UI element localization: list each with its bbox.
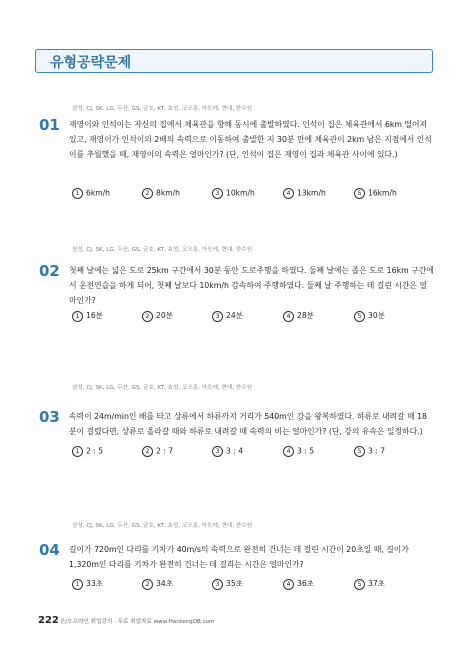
question-2-number: 02 [39, 262, 60, 280]
choice-circle-icon: 1 [72, 311, 83, 322]
question-1-number: 01 [39, 116, 60, 134]
choice-circle-icon: 2 [142, 188, 153, 199]
choice-circle-icon: 5 [354, 446, 365, 457]
question-3-number: 03 [39, 408, 60, 426]
question-2-tags: 삼성, CJ, SK, LG, 두산, GS, 금호, KT, 효성, 코오롱, 아모레, 현대, 한수원 [72, 247, 253, 253]
choice-circle-icon: 1 [72, 188, 83, 199]
page-title: 유형공략문제 [50, 55, 132, 71]
choice-circle-icon: 3 [212, 311, 223, 322]
choice-circle-icon: 1 [72, 446, 83, 457]
question-1-choice-4[interactable]: 4 13km/h [283, 188, 326, 199]
question-1-tags: 삼성, CJ, SK, LG, 두산, GS, 금호, KT, 효성, 코오롱, 아모레, 현대, 한수원 [72, 106, 253, 112]
question-2-choice-1[interactable]: 1 16분 [72, 310, 103, 322]
question-1-choice-3[interactable]: 3 10km/h [212, 188, 255, 199]
question-3-choice-2[interactable]: 2 2 : 7 [142, 446, 173, 457]
question-4-text: 길이가 720m인 다리를 기차가 40m/s의 속력으로 완전히 건너는 데 걸린 시간이 20초일 때, 길이가 1,320m인 다리를 기차가 완전히 건너는 데 걸리는 시간은 얼마인가? [69, 545, 409, 569]
choice-circle-icon: 4 [283, 311, 294, 322]
question-2-text: 첫째 날에는 넓은 도로 25km 구간에서 30분 동안 도로주행을 하였다. 둘째 날에는 좁은 도로 16km 구간에서 운전연습을 하게 되어, 첫째 날보다 10km/h 감속하여 주행하였다. 둘째 날 주행하는 데 걸린 시간은 얼마인가? [69, 266, 434, 305]
choice-circle-icon: 2 [142, 311, 153, 322]
question-4-choice-1[interactable]: 1 33초 [72, 578, 103, 590]
choice-circle-icon: 2 [142, 579, 153, 590]
question-3-text: 속력이 24m/min인 배를 타고 상류에서 하류까지 거리가 540m인 강을 왕복하였다. 하류로 내려갈 때 18분이 걸렸다면, 상류로 올라갈 때와 하류로 내려갈 때 속력의 비는 얼마인가? (단, 강의 유속은 일정하다.) [69, 412, 428, 436]
question-1-text: 재영이와 인석이는 자신의 집에서 체육관을 향해 동시에 출발하였다. 인석이 집은 체육관에서 6km 떨어져 있고, 재영이가 인석이의 2배의 속력으로 이동하여 출발한 지 30분 만에 체육관이 2km 남은 지점에서 인석이를 추월했을 때, 재영이의 속력은 얼마인가? (단, 인석이 집은 재영이 집과 체육관 사이에 있다.) [69, 120, 432, 159]
question-3-choice-5[interactable]: 5 3 : 7 [354, 446, 385, 457]
choice-circle-icon: 3 [212, 579, 223, 590]
question-1-choice-5[interactable]: 5 16km/h [354, 188, 397, 199]
question-1-choice-1[interactable]: 1 6km/h [72, 188, 110, 199]
choice-circle-icon: 4 [283, 579, 294, 590]
question-4-choice-3[interactable]: 3 35초 [212, 578, 243, 590]
choice-circle-icon: 2 [142, 446, 153, 457]
page-title-bar [35, 49, 433, 73]
question-4-choice-4[interactable]: 4 36초 [283, 578, 314, 590]
question-3-choice-3[interactable]: 3 3 : 4 [212, 446, 243, 457]
footer-text: 온/오프라인 취업강의 · 무료 취업자료 www.HackersJOB.com [60, 619, 215, 625]
choice-circle-icon: 3 [212, 446, 223, 457]
question-2-choice-4[interactable]: 4 28분 [283, 310, 314, 322]
choice-circle-icon: 5 [354, 188, 365, 199]
choice-circle-icon: 5 [354, 311, 365, 322]
question-2-choice-3[interactable]: 3 24분 [212, 310, 243, 322]
question-3-choice-1[interactable]: 1 2 : 5 [72, 446, 103, 457]
question-3-tags: 삼성, CJ, SK, LG, 두산, GS, 금호, KT, 효성, 코오롱, 아모레, 현대, 한수원 [72, 385, 253, 391]
question-4-choice-5[interactable]: 5 37초 [354, 578, 385, 590]
question-4-number: 04 [39, 541, 60, 559]
question-4-choice-2[interactable]: 2 34초 [142, 578, 173, 590]
question-1-choice-2[interactable]: 2 8km/h [142, 188, 180, 199]
choice-circle-icon: 3 [212, 188, 223, 199]
choice-circle-icon: 1 [72, 579, 83, 590]
question-2-choice-2[interactable]: 2 20분 [142, 310, 173, 322]
question-3-choice-4[interactable]: 4 3 : 5 [283, 446, 314, 457]
choice-circle-icon: 4 [283, 446, 294, 457]
page-number: 222 [38, 615, 59, 626]
question-4-tags: 삼성, CJ, SK, LG, 두산, GS, 금호, KT, 효성, 코오롱, 아모레, 현대, 한수원 [72, 523, 253, 529]
choice-circle-icon: 4 [283, 188, 294, 199]
question-2-choice-5[interactable]: 5 30분 [354, 310, 385, 322]
choice-circle-icon: 5 [354, 579, 365, 590]
